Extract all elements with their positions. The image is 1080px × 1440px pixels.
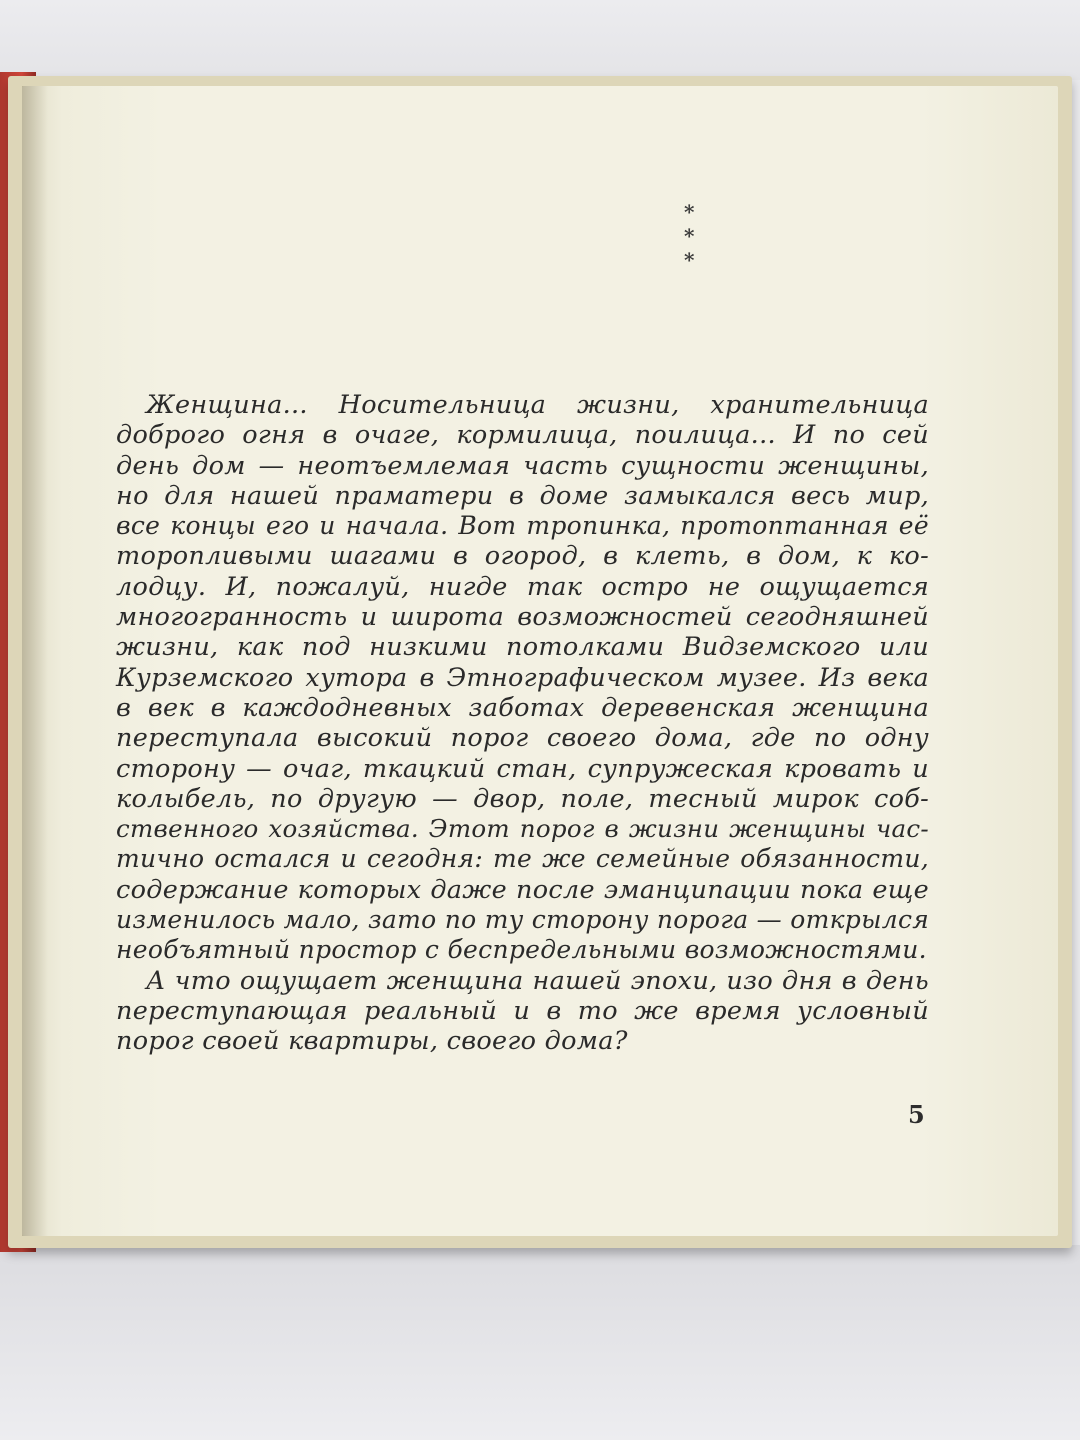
text-line: многогранность и широта возможностей сегодняшней — [116, 602, 929, 633]
text-line: Курземского хутора в Этнографическом музее. Из века — [116, 662, 929, 693]
text-line: необъятный простор с беспредельными возможностями. — [116, 935, 927, 965]
text-line: в век в каждодневных заботах деревенская женщина — [116, 692, 929, 723]
text-line: переступала высокий порог своего дома, где по одну — [116, 723, 929, 754]
background-top — [0, 0, 1080, 80]
text-line: сторону — очаг, ткацкий стан, супружеская кровать и — [116, 753, 929, 784]
text-line: Женщина... Носительница жизни, хранительница — [146, 390, 929, 420]
text-line: колыбель, по другую — двор, поле, тесный мирок соб- — [116, 783, 929, 814]
text-line: жизни, как под низкими потолками Видземского или — [116, 632, 929, 663]
text-line: порог своей квартиры, своего дома? — [116, 1026, 628, 1057]
text-line: переступающая реальный и в то же время условный — [116, 995, 929, 1026]
text-line: А что ощущает женщина нашей эпохи, изо дня в день — [146, 965, 929, 996]
text-line: торопливыми шагами в огород, в клеть, в дом, к ко- — [116, 541, 929, 572]
text-line: ственного хозяйства. Этот порог в жизни женщины час- — [116, 814, 929, 844]
body-text — [116, 390, 929, 1057]
text-line: день дом — неотъемлемая часть сущности женщины, — [116, 450, 929, 481]
section-separator: * * * — [684, 200, 725, 272]
background-bottom — [0, 1245, 1080, 1440]
text-line: лодцу. И, пожалуй, нигде так остро не ощущается — [116, 571, 929, 602]
page-number: 5 — [908, 1100, 925, 1129]
text-line: изменилось мало, зато по ту сторону порога — открылся — [116, 905, 930, 935]
text-line: тично остался и сегодня: те же семейные обязанности, — [116, 844, 929, 874]
text-line: но для нашей праматери в доме замыкался весь мир, — [116, 480, 929, 511]
text-line: все концы его и начала. Вот тропинка, протоптанная её — [116, 511, 929, 541]
text-line: доброго огня в очаге, кормилица, поилица... И по сей — [116, 420, 929, 451]
text-line: содержание которых даже после эманципации пока еще — [116, 874, 929, 905]
page-gutter-shadow — [22, 86, 48, 1236]
